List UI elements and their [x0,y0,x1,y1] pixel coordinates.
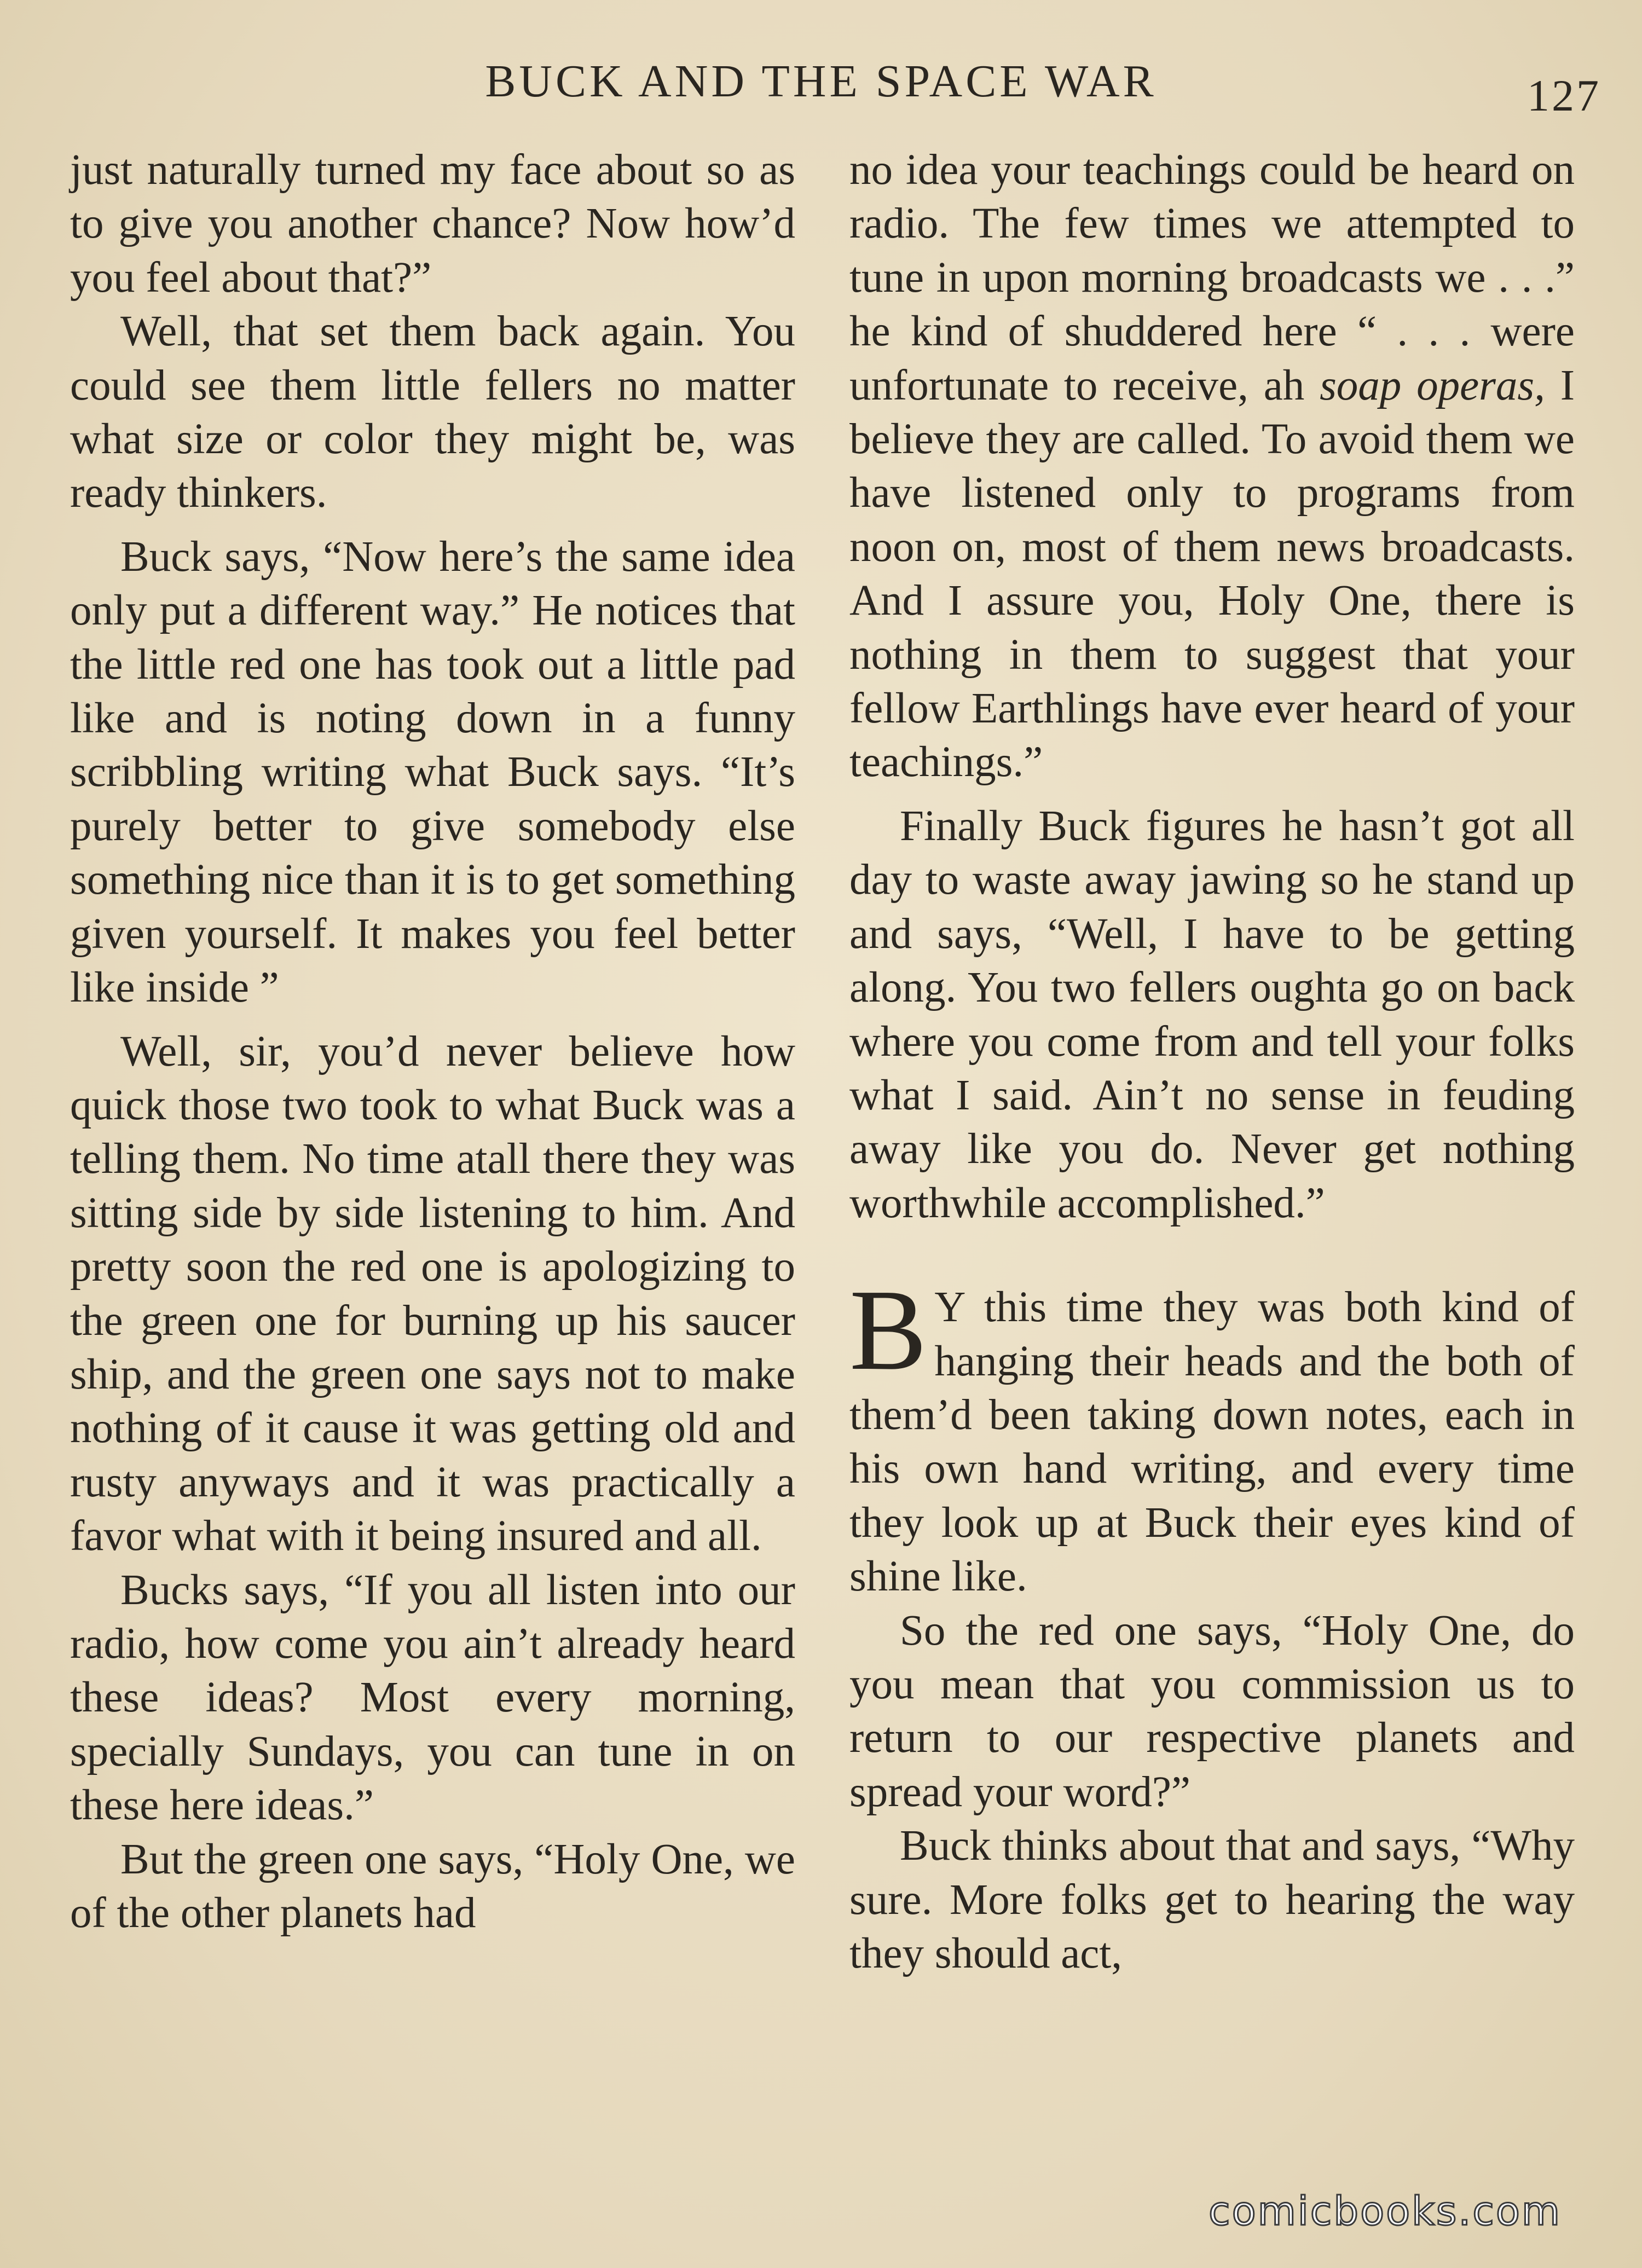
watermark: comicbooks.com [1209,2188,1562,2234]
paragraph: But the green one says, “Holy One, we of the other planets had [70,1835,795,1937]
drop-cap-paragraph [849,1265,1575,1604]
paragraph: just naturally turned my face about so as to give you another chance? Now how’d you feel about that?” [70,146,795,302]
paragraph-text: Y this time they was both kind of hanging their heads and the both of them’d been taking down notes, each in his own hand writing, and every time they look up at Buck their eyes kind of shine like. [849,1283,1575,1601]
paragraph: Bucks says, “If you all listen into our radio, how come you ain’t already heard these ideas? Most every morning, specially Sundays, you can tune in on these here ideas.” [70,1566,795,1830]
paragraph: Well, that set them back again. You could see them little fellers no matter what size or color they might be, was ready thinkers. [70,308,795,517]
emphasis-text: soap operas, [1320,361,1545,409]
right-column [849,143,1575,1981]
paragraph: Finally Buck figures he hasn’t got all day to waste away jawing so he stand up and says, “Well, I have to be getting along. You two fellers oughta go on back where you come from and tell your folks what I said. Ain’t no sense in feuding away like you do. Never get nothing worthwhile accomplished.” [849,802,1575,1227]
drop-cap: B [849,1265,927,1395]
paragraph-text: no idea your teachings could be heard on radio. The few times we attempted to tune in upon morning broadcasts we . . .” he kind of shuddered here “ . . . were unfortunate to receive, ah [849,146,1575,409]
paragraph-text: I believe they are called. To avoid them we have listened only to programs from noon on, most of them news broadcasts. And I assure you, Holy One, there is nothing in them to suggest that your fellow Earthlings have ever heard of your teachings.” [849,361,1575,786]
paragraph: Buck says, “Now here’s the same idea only put a different way.” He notices that the little red one has took out a little pad like and is noting down in a funny scribbling writing what Buck says. “It’s purely better to give somebody else something nice than it is to get something given yourself. It makes you feel better like inside ” [70,533,795,1012]
paragraph: Well, sir, you’d never believe how quick those two took to what Buck was a telling them. No time atall there they was sitting side by side listening to him. And pretty soon the red one is apologizing to the green one for burning up his saucer ship, and the green one says not to make nothing of it cause it was getting old and rusty anyways and it was practically a favor what with it being insured and all. [70,1027,795,1560]
paragraph: So the red one says, “Holy One, do you mean that you commission us to return to our respective planets and spread your word?” [849,1606,1575,1816]
left-column [70,143,795,1940]
paragraph: Buck thinks about that and says, “Why sure. More folks get to hearing the way they should act, [849,1822,1575,1977]
page-number: 127 [1527,71,1601,120]
paragraph [849,143,1575,790]
running-title: BUCK AND THE SPACE WAR [485,56,1157,107]
